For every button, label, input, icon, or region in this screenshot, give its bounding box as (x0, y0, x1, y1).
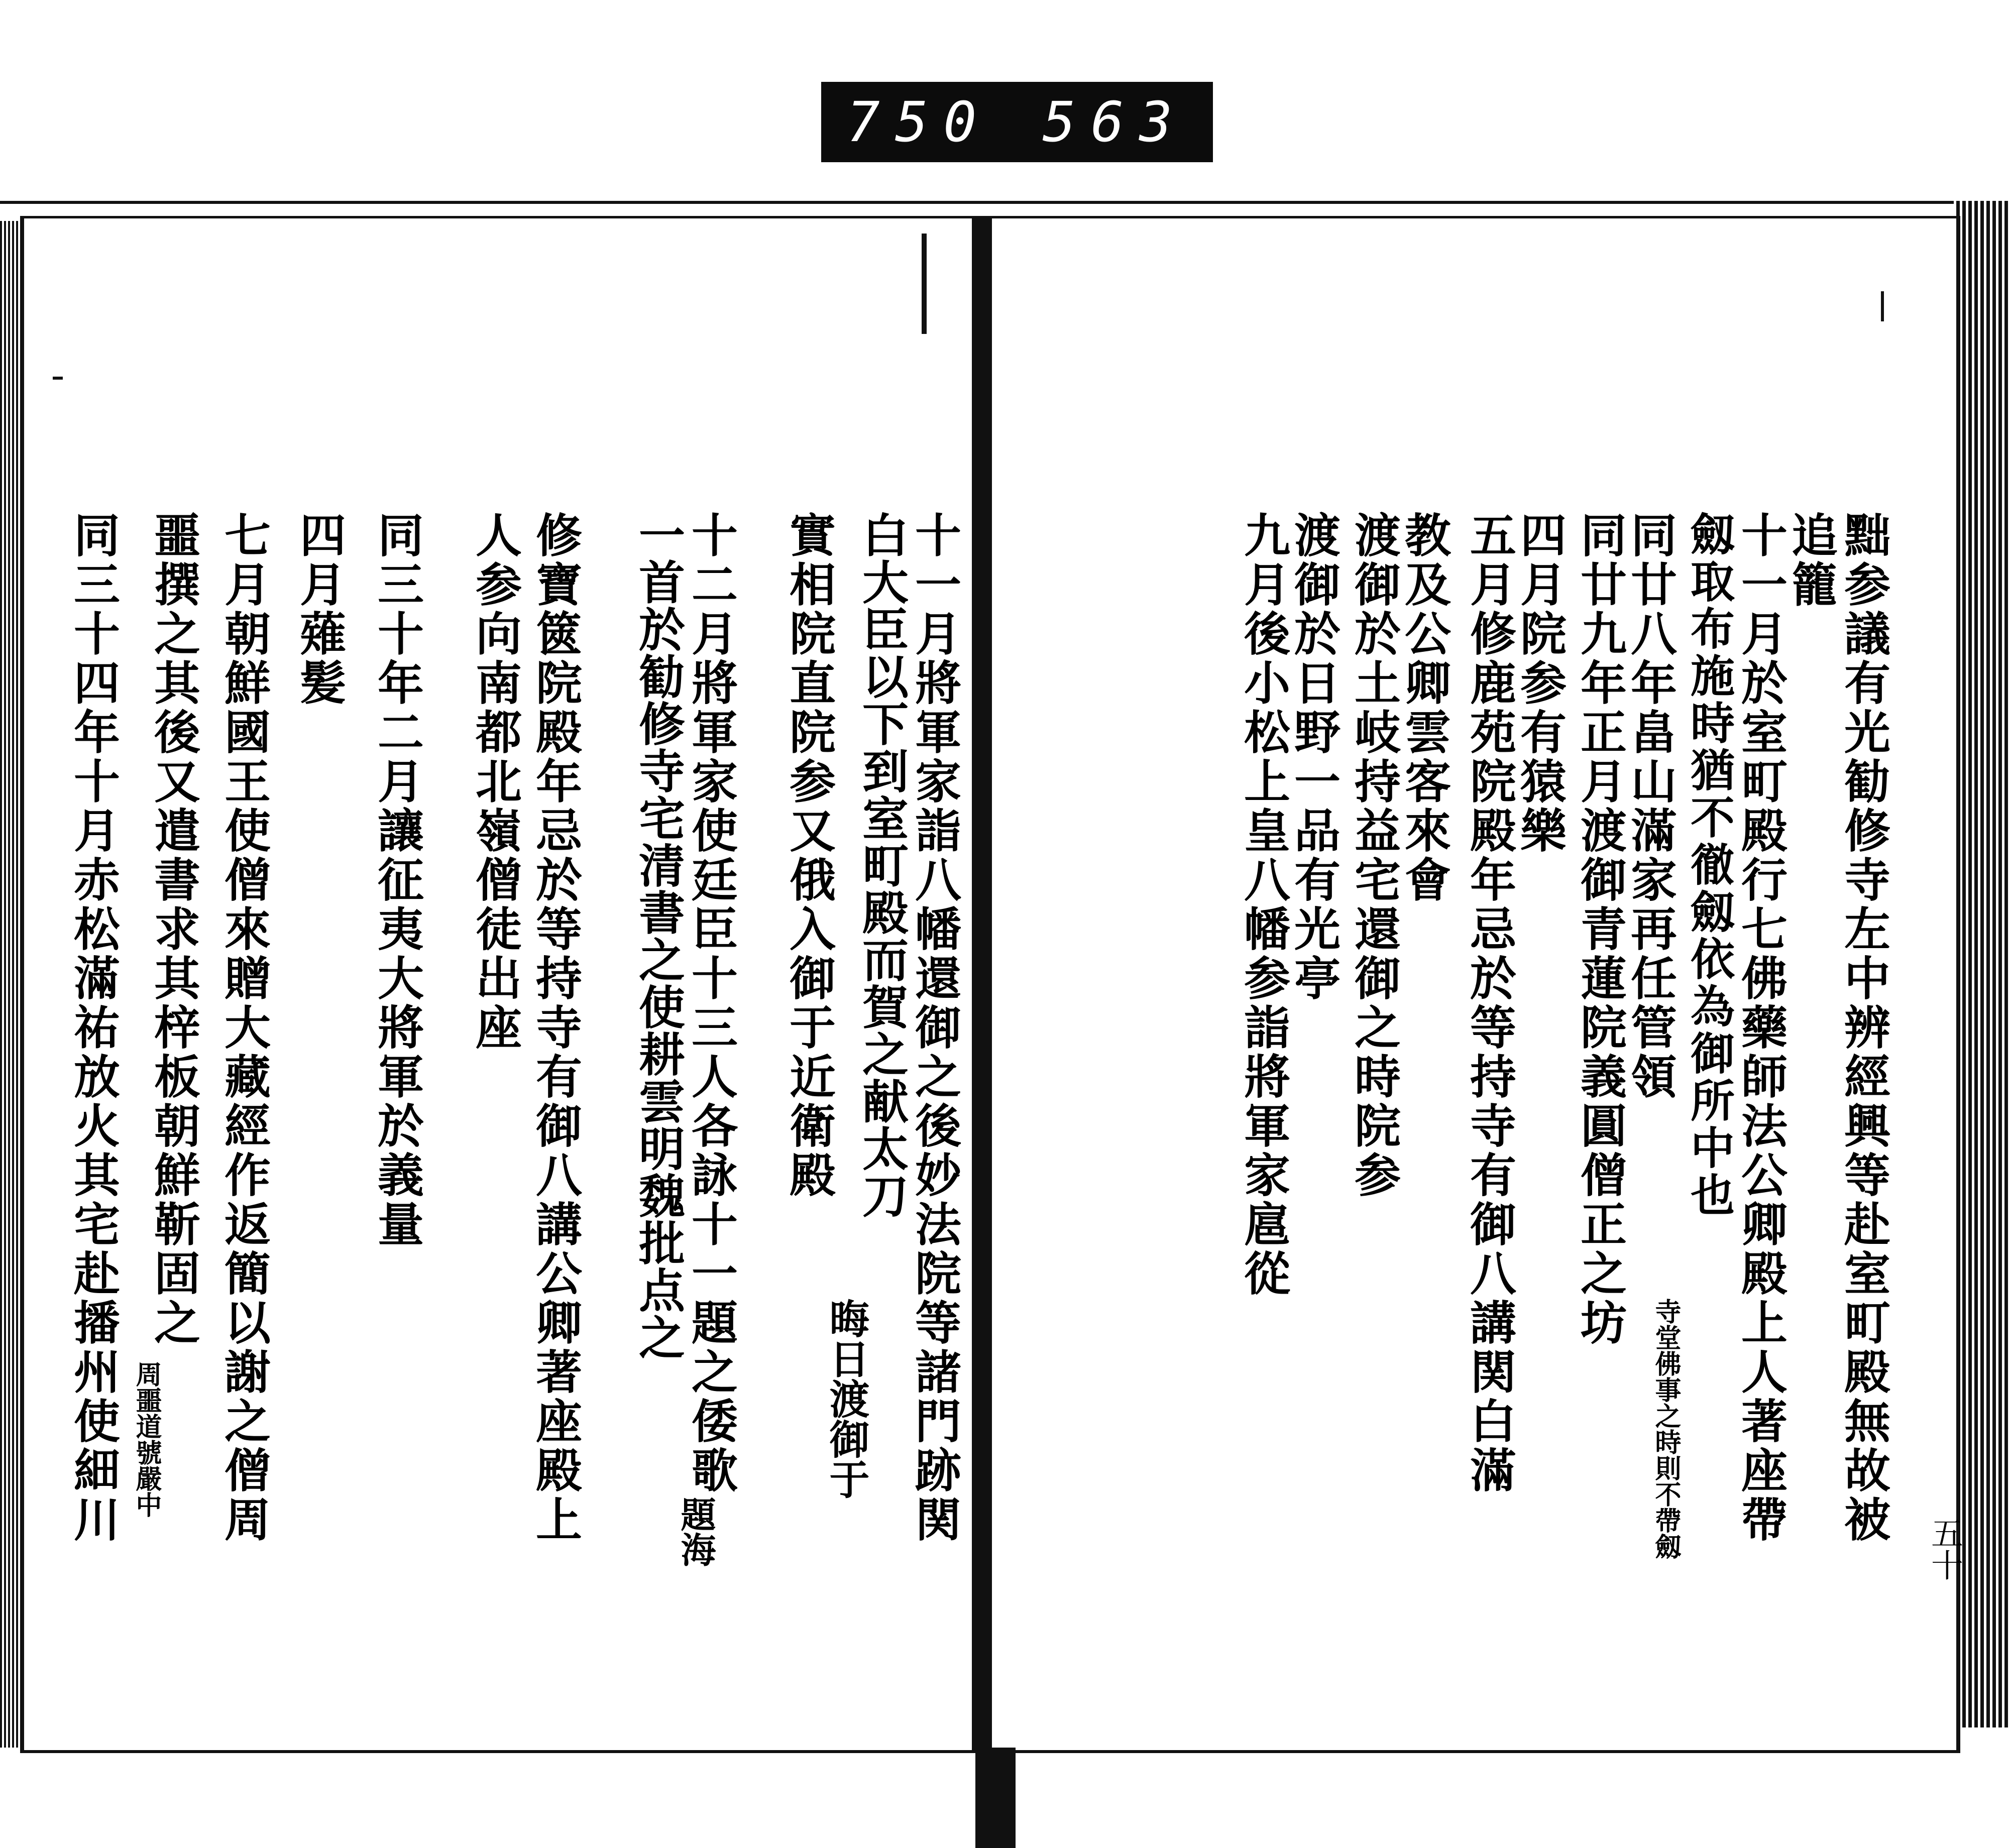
left-col-9: 四月薙髪 (292, 511, 347, 708)
right-col-9: 教及公卿雲客來會 (1397, 511, 1452, 905)
right-col-5: 同廿八年畠山滿家再任管領 (1623, 511, 1678, 1102)
folio-number: 五十 (1926, 1517, 1963, 1581)
right-page-edges (1954, 201, 2009, 1727)
left-col-8: 同三十年二月讓征夷大將軍於義量 (370, 511, 424, 1249)
ink-mark (53, 377, 63, 380)
right-col-3: 十一月於室町殿行七佛藥師法公卿殿上人著座帶 (1734, 511, 1788, 1545)
left-col-11: 噩撰之其後又遣書求其梓板朝鮮靳固之 (147, 511, 201, 1348)
left-col-7: 人参向南都北嶺僧徒出座 (468, 511, 522, 1053)
right-col-4: 劔取布施時猶不徹劔依為御所中也 (1684, 511, 1736, 1219)
right-col-8: 五月修鹿苑院殿年忌於等持寺有御八講関白滿 (1463, 511, 1517, 1495)
left-col-10: 七月朝鮮國王使僧來贈大藏經作返簡以謝之僧周 (217, 511, 271, 1545)
left-note-b: 晦日渡御于 (823, 1298, 870, 1499)
left-col-6: 修寶篋院殿年忌於等持寺有御八講公卿著座殿上 (528, 511, 583, 1545)
spine-tab (975, 1748, 1016, 1848)
right-col-2: 追籠 (1784, 511, 1838, 610)
right-col-6: 同廿九年正月渡御青蓮院義圓僧正之坊 (1573, 511, 1627, 1348)
right-col-1: 黜参議有光勧修寺左中辨經興等赴室町殿無故被 (1837, 511, 1891, 1545)
left-col-3: 實相院直院参又俄入御于近衛殿 (782, 511, 836, 1200)
right-col-12: 九月後小松上皇八幡参詣將軍家扈從 (1237, 511, 1291, 1299)
left-col-1: 十一月將軍家詣八幡還御之後妙法院等諸門跡関 (908, 511, 962, 1545)
left-col-12: 同三十四年十月赤松滿祐放火其宅赴播州使細川 (66, 511, 121, 1545)
left-col-2: 白大臣以下到室町殿而賀之献太刀 (855, 511, 909, 1219)
label-right-number: 563 (1042, 90, 1188, 154)
label-left-number: 750 (846, 90, 992, 154)
right-col-7: 四月院参有猿樂 (1513, 511, 1567, 856)
book-spine (972, 216, 992, 1753)
right-col-10: 渡御於土岐持益宅還御之時院参 (1347, 511, 1401, 1200)
ink-mark (922, 234, 927, 334)
ink-mark (1881, 291, 1884, 321)
right-col-11: 渡御於日野一品有光亭 (1287, 511, 1341, 1003)
left-note-d: 周噩道號嚴中 (131, 1361, 162, 1518)
left-note-c: 題海 (675, 1496, 717, 1567)
left-col-4: 十二月將軍家使廷臣十三人各詠十一題之倭歌 (684, 511, 738, 1495)
right-interlinear-note: 寺堂佛事之時則不帶劔 (1650, 1298, 1681, 1559)
open-book (0, 201, 2009, 1781)
left-col-5: 一首於勧修寺宅清書之使耕雲明魏批点之 (631, 511, 686, 1361)
archive-label (821, 82, 1213, 162)
